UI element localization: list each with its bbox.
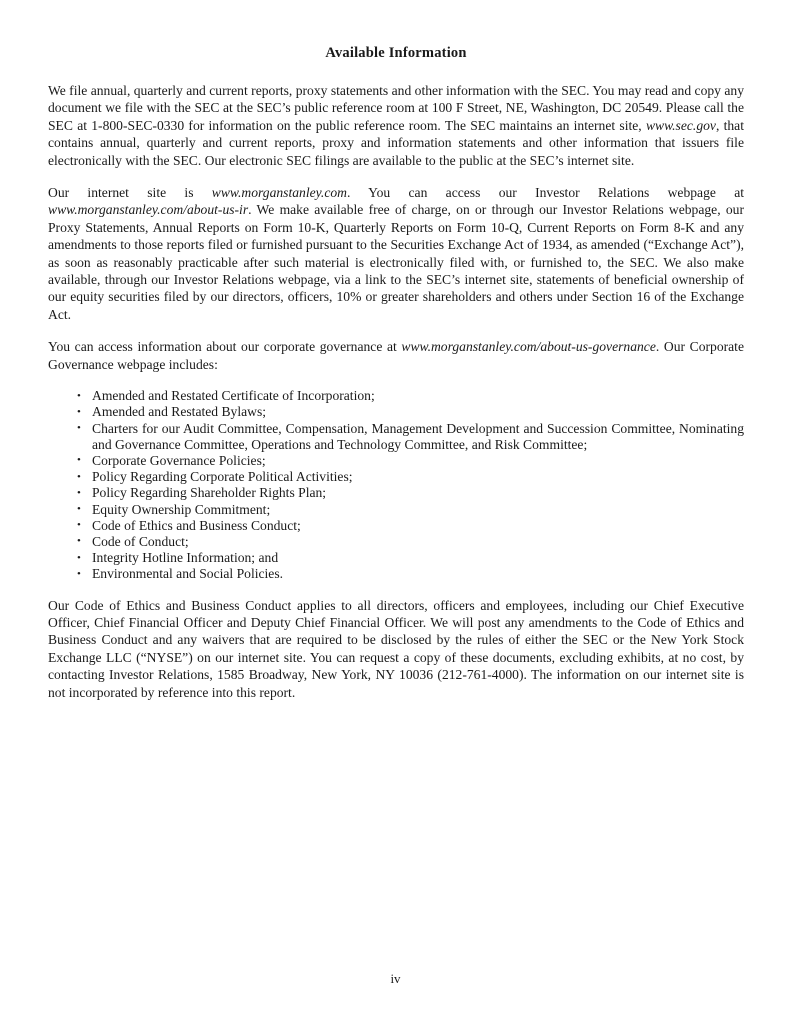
paragraph-text-segment: . Our Corporate Governance webpage includes: (48, 339, 744, 372)
paragraph-text-segment: , that contains annual, quarterly and current reports, proxy and information statements and other information that issuers file electronically with the SEC. Our electronic SEC filings are available to the public at the SEC’s internet site. (48, 117, 744, 168)
list-item: • Code of Ethics and Business Conduct; (48, 518, 744, 534)
paragraph-text-segment: . We make available free of charge, on or through our Investor Relations webpage, our Proxy Statements, Annual Reports on Form 10‑K, Quarterly Reports on Form 10‑Q, Current Reports on Form 8‑K and any amendments to those reports filed or furnished pursuant to the Securities Exchange Act of 1934, as amended (“Exchange Act”), as soon as reasonably practicable after such material is electronically filed with, or furnished to, the SEC. We also make available, through our Investor Relations webpage, via a link to the SEC’s internet site, statements of beneficial ownership of our equity securities filed by our directors, officers, 10% or greater shareholders and others under Section 16 of the Exchange Act. (48, 202, 744, 322)
page-number: iv (390, 971, 401, 986)
investor-relations-url: www.morganstanley.com/about‑us‑ir (48, 202, 249, 218)
governance-url: www.morganstanley.com/about‑us‑governance (401, 339, 656, 355)
paragraph-corporate-governance (48, 338, 744, 373)
list-item: • Amended and Restated Certificate of Incorporation; (48, 388, 744, 404)
list-item: • Corporate Governance Policies; (48, 453, 744, 469)
morganstanley-home-url: www.morganstanley.com (211, 185, 347, 201)
governance-documents-list (48, 388, 744, 582)
paragraph-sec-filings (48, 82, 744, 169)
page-title: Available Information (325, 45, 467, 61)
paragraph-text-segment: . You can access our Investor Relations webpage at (346, 185, 745, 201)
sec-website-url: www.sec.gov (645, 117, 716, 133)
list-item: • Equity Ownership Commitment; (48, 502, 744, 518)
paragraph-internet-site (48, 184, 744, 323)
paragraph-text-segment: We file annual, quarterly and current reports, proxy statements and other information with the SEC. You may read and copy any document we file with the SEC at the SEC’s public reference room at 100 F Street, NE, Washington, DC 20549. Please call the SEC at 1‑800‑SEC‑0330 for information on the public reference room. The SEC maintains an internet site, (48, 83, 744, 133)
list-item: • Policy Regarding Corporate Political Activities; (48, 469, 744, 485)
paragraph-code-of-ethics: Our Code of Ethics and Business Conduct applies to all directors, officers and employees, including our Chief Executive Officer, Chief Financial Officer and Deputy Chief Financial Officer. We will post any amendments to the Code of Ethics and Business Conduct and any waivers that are required to be disclosed by the rules of either the SEC or the New York Stock Exchange LLC (“NYSE”) on our internet site. You can request a copy of these documents, excluding exhibits, at no cost, by contacting Investor Relations, 1585 Broadway, New York, NY 10036 (212‑761‑4000). The information on our internet site is not incorporated by reference into this report. (48, 597, 744, 700)
paragraph-text-segment: Our internet site is (48, 185, 212, 201)
list-item: • Amended and Restated Bylaws; (48, 404, 744, 420)
list-item: • Code of Conduct; (48, 534, 744, 550)
list-item: • Environmental and Social Policies. (48, 566, 744, 582)
list-item: • Policy Regarding Shareholder Rights Plan; (48, 485, 744, 501)
list-item: • Charters for our Audit Committee, Compensation, Management Development and Succession Committee, Nominating and Governance Committee, Operations and Technology Committee, and Risk Committee; (48, 421, 744, 453)
paragraph-text-segment: You can access information about our corporate governance at (48, 339, 402, 355)
list-item: • Integrity Hotline Information; and (48, 550, 744, 566)
document-body (48, 45, 744, 701)
